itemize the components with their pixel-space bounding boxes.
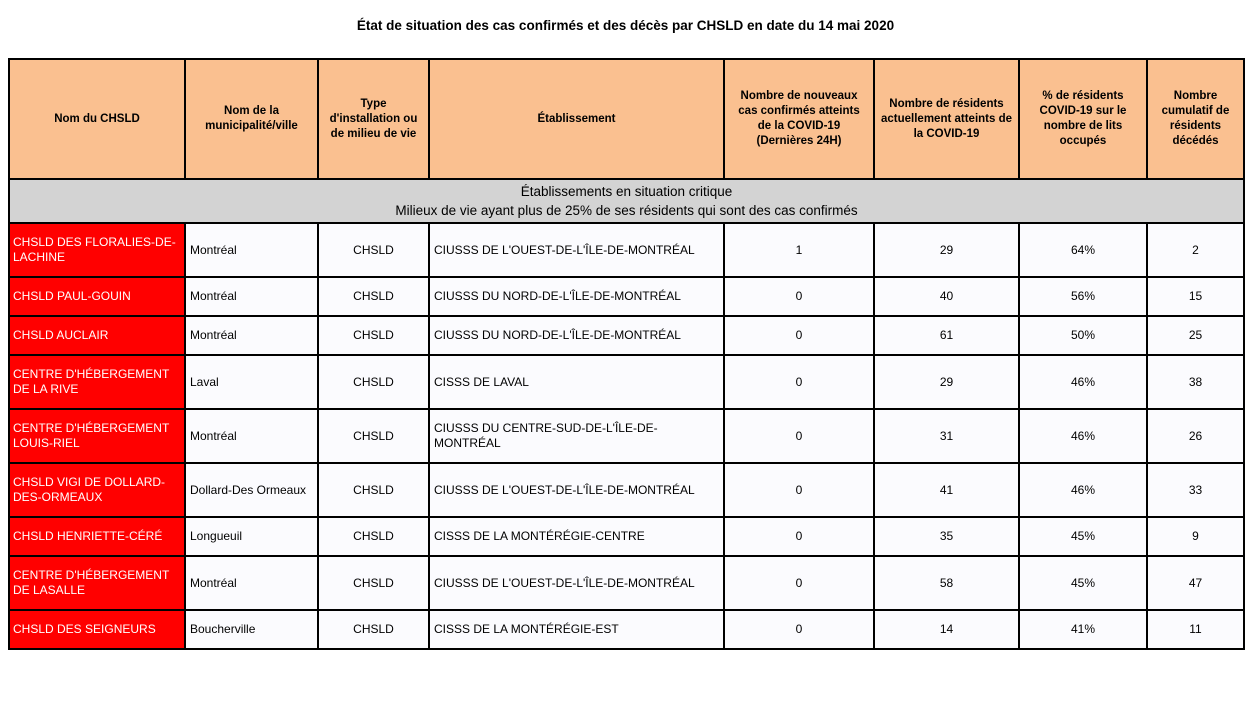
cell-municipality: Longueuil (185, 517, 318, 556)
cell-installation-type: CHSLD (318, 355, 429, 409)
table-row (9, 355, 1244, 409)
cell-cumulative-deaths: 26 (1147, 409, 1244, 463)
table-row (9, 277, 1244, 316)
cell-installation-type: CHSLD (318, 316, 429, 355)
page-title: État de situation des cas confirmés et des décès par CHSLD en date du 14 mai 2020 (356, 18, 895, 33)
cell-installation-type: CHSLD (318, 409, 429, 463)
cell-etablissement: CIUSSS DE L'OUEST-DE-L'ÎLE-DE-MONTRÉAL (429, 223, 724, 277)
cell-etablissement: CIUSSS DU NORD-DE-L'ÎLE-DE-MONTRÉAL (429, 316, 724, 355)
cell-etablissement: CIUSSS DU CENTRE-SUD-DE-L'ÎLE-DE-MONTRÉAL (429, 409, 724, 463)
cell-cumulative-deaths: 47 (1147, 556, 1244, 610)
cell-chsld-name: CHSLD HENRIETTE-CÉRÉ (9, 517, 185, 556)
cell-current-residents: 14 (874, 610, 1019, 649)
cell-new-cases-24h: 0 (724, 277, 874, 316)
table-row (9, 463, 1244, 517)
table-row (9, 556, 1244, 610)
cell-cumulative-deaths: 33 (1147, 463, 1244, 517)
table-row (9, 223, 1244, 277)
cell-pct-occupied-beds: 64% (1019, 223, 1147, 277)
column-header-pct-occupied-beds: % de résidents COVID-19 sur le nombre de lits occupés (1019, 59, 1147, 179)
cell-chsld-name: CHSLD DES SEIGNEURS (9, 610, 185, 649)
column-header-new-cases-24h: Nombre de nouveaux cas confirmés atteints de la COVID-19 (Dernières 24H) (724, 59, 874, 179)
cell-pct-occupied-beds: 41% (1019, 610, 1147, 649)
cell-new-cases-24h: 1 (724, 223, 874, 277)
cell-chsld-name: CHSLD PAUL-GOUIN (9, 277, 185, 316)
cell-pct-occupied-beds: 46% (1019, 355, 1147, 409)
cell-municipality: Montréal (185, 556, 318, 610)
section-title-line-2: Milieux de vie ayant plus de 25% de ses résidents qui sont des cas confirmés (395, 203, 858, 218)
cell-chsld-name: CENTRE D'HÉBERGEMENT LOUIS-RIEL (9, 409, 185, 463)
cell-pct-occupied-beds: 50% (1019, 316, 1147, 355)
cell-etablissement: CISSS DE LAVAL (429, 355, 724, 409)
cell-pct-occupied-beds: 46% (1019, 409, 1147, 463)
table-row (9, 517, 1244, 556)
cell-current-residents: 29 (874, 223, 1019, 277)
cell-new-cases-24h: 0 (724, 355, 874, 409)
cell-new-cases-24h: 0 (724, 517, 874, 556)
cell-chsld-name: CHSLD VIGI DE DOLLARD-DES-ORMEAUX (9, 463, 185, 517)
cell-municipality: Laval (185, 355, 318, 409)
cell-new-cases-24h: 0 (724, 610, 874, 649)
cell-municipality: Montréal (185, 316, 318, 355)
cell-installation-type: CHSLD (318, 277, 429, 316)
table-header-row (9, 59, 1244, 179)
cell-municipality: Boucherville (185, 610, 318, 649)
cell-cumulative-deaths: 15 (1147, 277, 1244, 316)
table-row (9, 610, 1244, 649)
column-header-chsld-name: Nom du CHSLD (9, 59, 185, 179)
column-header-current-residents: Nombre de résidents actuellement atteints de la COVID-19 (874, 59, 1019, 179)
section-header-cell (9, 179, 1244, 223)
section-title-line-1: Établissements en situation critique (520, 184, 733, 199)
cell-etablissement: CISSS DE LA MONTÉRÉGIE-EST (429, 610, 724, 649)
column-header-etablissement: Établissement (429, 59, 724, 179)
section-header-row (9, 179, 1244, 223)
cell-new-cases-24h: 0 (724, 556, 874, 610)
cell-current-residents: 40 (874, 277, 1019, 316)
cell-current-residents: 29 (874, 355, 1019, 409)
cell-municipality: Montréal (185, 277, 318, 316)
cell-current-residents: 31 (874, 409, 1019, 463)
table-row (9, 409, 1244, 463)
cell-installation-type: CHSLD (318, 556, 429, 610)
cell-pct-occupied-beds: 45% (1019, 556, 1147, 610)
cell-etablissement: CISSS DE LA MONTÉRÉGIE-CENTRE (429, 517, 724, 556)
table-row (9, 316, 1244, 355)
cell-current-residents: 61 (874, 316, 1019, 355)
cell-cumulative-deaths: 11 (1147, 610, 1244, 649)
cell-chsld-name: CENTRE D'HÉBERGEMENT DE LA RIVE (9, 355, 185, 409)
cell-municipality: Montréal (185, 409, 318, 463)
cell-current-residents: 41 (874, 463, 1019, 517)
column-header-installation-type: Type d'installation ou de milieu de vie (318, 59, 429, 179)
cell-etablissement: CIUSSS DE L'OUEST-DE-L'ÎLE-DE-MONTRÉAL (429, 463, 724, 517)
chsld-status-table (8, 58, 1245, 650)
cell-cumulative-deaths: 25 (1147, 316, 1244, 355)
cell-installation-type: CHSLD (318, 463, 429, 517)
cell-chsld-name: CHSLD DES FLORALIES-DE-LACHINE (9, 223, 185, 277)
cell-pct-occupied-beds: 46% (1019, 463, 1147, 517)
table-body (9, 179, 1244, 649)
cell-installation-type: CHSLD (318, 610, 429, 649)
cell-municipality: Montréal (185, 223, 318, 277)
column-header-municipality: Nom de la municipalité/ville (185, 59, 318, 179)
cell-new-cases-24h: 0 (724, 316, 874, 355)
cell-new-cases-24h: 0 (724, 409, 874, 463)
cell-installation-type: CHSLD (318, 517, 429, 556)
cell-current-residents: 58 (874, 556, 1019, 610)
cell-etablissement: CIUSSS DE L'OUEST-DE-L'ÎLE-DE-MONTRÉAL (429, 556, 724, 610)
cell-chsld-name: CENTRE D'HÉBERGEMENT DE LASALLE (9, 556, 185, 610)
cell-cumulative-deaths: 9 (1147, 517, 1244, 556)
cell-municipality: Dollard-Des Ormeaux (185, 463, 318, 517)
column-header-cumulative-deaths: Nombre cumulatif de résidents décédés (1147, 59, 1244, 179)
cell-cumulative-deaths: 2 (1147, 223, 1244, 277)
cell-current-residents: 35 (874, 517, 1019, 556)
cell-etablissement: CIUSSS DU NORD-DE-L'ÎLE-DE-MONTRÉAL (429, 277, 724, 316)
cell-chsld-name: CHSLD AUCLAIR (9, 316, 185, 355)
cell-new-cases-24h: 0 (724, 463, 874, 517)
cell-cumulative-deaths: 38 (1147, 355, 1244, 409)
cell-pct-occupied-beds: 56% (1019, 277, 1147, 316)
cell-installation-type: CHSLD (318, 223, 429, 277)
cell-pct-occupied-beds: 45% (1019, 517, 1147, 556)
